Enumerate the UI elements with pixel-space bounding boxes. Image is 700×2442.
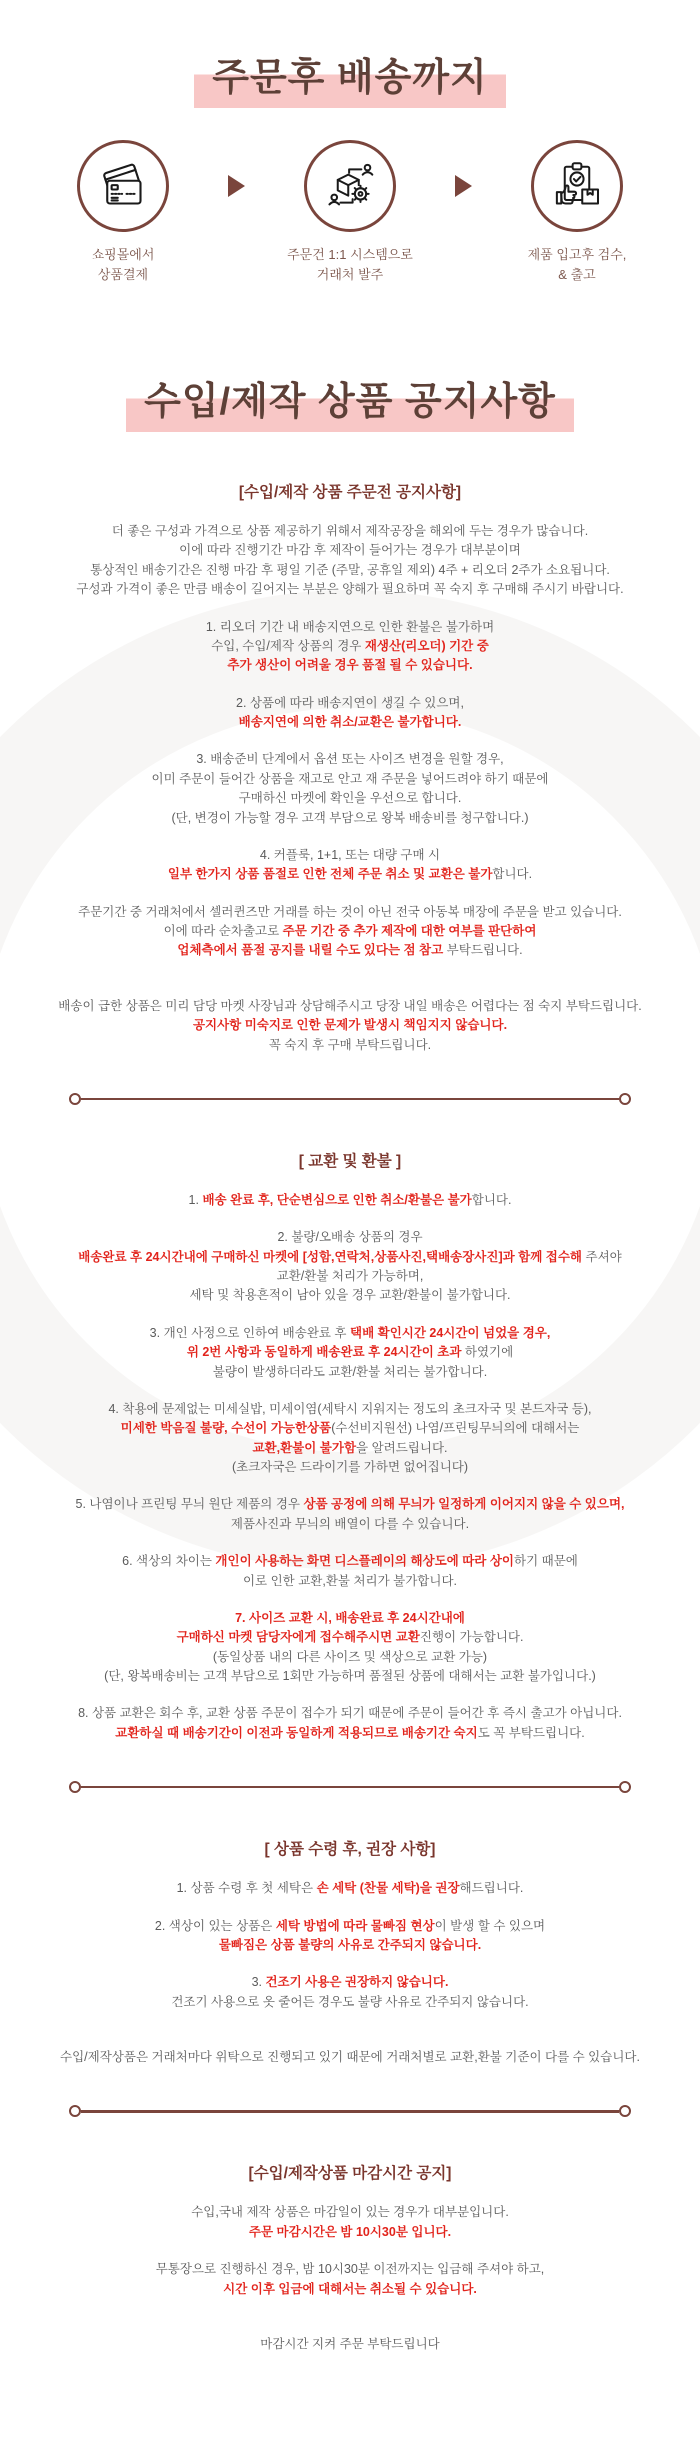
emphasis-text: 택배 확인시간 24시간이 넘었을 경우,: [350, 1325, 551, 1340]
order-system-icon: [322, 158, 378, 214]
emphasis-text: 손 세탁 (찬물 세탁)을 권장: [316, 1881, 460, 1896]
text-run: 부탁드립니다.: [446, 943, 523, 958]
text-run: 5. 나염이나 프린팅 무늬 원단 제품의 경우: [75, 1497, 304, 1512]
notice-paragraph: [12, 2260, 688, 2299]
text-run: (초크자국은 드라이기를 가하면 없어집니다): [231, 1460, 469, 1474]
notice-paragraph: [12, 997, 688, 1055]
text-run: 더 좋은 구성과 가격으로 상품 제공하기 위해서 제작공장을 해외에 두는 경우가 많습니다.: [111, 524, 589, 538]
text-run: 교환/환불 처리가 가능하며,: [276, 1269, 424, 1283]
step-circle: [77, 140, 169, 232]
divider-line: [81, 2110, 619, 2113]
step-circle: [304, 140, 396, 232]
text-run: 2. 상품에 따라 배송지연이 생길 수 있으며,: [236, 695, 464, 710]
text-run: 이 발생 할 수 있으며: [434, 1918, 546, 1933]
section-header: [수입/제작상품 마감시간 공지]: [248, 2165, 452, 2183]
notice-section: [0, 2161, 700, 2354]
text-run: 1.: [188, 1192, 203, 1207]
arrow-right-icon: [455, 175, 472, 197]
section-divider: [69, 1781, 631, 1793]
step-order-system: [271, 140, 429, 284]
divider-ring: [69, 2105, 81, 2117]
text-run: 구성과 가격이 좋은 만큼 배송이 길어지는 부분은 양해가 필요하며 꼭 숙지 후 구매해 주시기 바랍니다.: [76, 582, 624, 597]
order-process-steps: [0, 140, 700, 284]
emphasis-text: 추가 생산이 어려울 경우 품절 될 수 있습니다.: [227, 658, 473, 673]
notice-section: [0, 480, 700, 1055]
section-divider: [69, 2105, 631, 2117]
notice-section: [0, 1149, 700, 1743]
divider-ring: [619, 1093, 631, 1105]
notice-paragraph: [12, 1704, 688, 1743]
notice-paragraph: [12, 694, 688, 733]
process-title-highlight: 주문후 배송까지: [194, 46, 506, 108]
section-header: [ 상품 수령 후, 권장 사항]: [264, 1841, 436, 1859]
text-run: 3. 개인 사정으로 인하여 배송완료 후: [149, 1325, 350, 1340]
notice-title-highlight: 수입/제작 상품 공지사항: [126, 370, 574, 432]
step-label-line: 제품 입고후 검수,: [527, 247, 627, 262]
emphasis-text: 교환,환불이 불가함: [252, 1440, 357, 1455]
notice-paragraph: [12, 1191, 688, 1210]
notice-paragraph: [12, 618, 688, 676]
inspection-shipping-icon: [549, 158, 605, 214]
step-label: [528, 245, 627, 284]
step-label: [92, 245, 155, 284]
text-run: 꼭 숙지 후 구매 부탁드립니다.: [268, 1037, 432, 1052]
notice-title-wrap: [0, 370, 700, 432]
notice-paragraph: [12, 846, 688, 885]
emphasis-text: 일부 한가지 상품 품절로 인한 전체 주문 취소 및 교환은 불가: [167, 867, 493, 882]
step-label: [287, 245, 413, 284]
text-run: 3.: [251, 1975, 266, 1990]
text-run: 3. 배송준비 단계에서 옵션 또는 사이즈 변경을 원할 경우,: [196, 752, 504, 767]
notice-paragraph: [12, 522, 688, 600]
text-run: 이미 주문이 들어간 상품을 재고로 안고 재 주문을 넣어드려야 하기 때문에: [151, 771, 549, 786]
notice-paragraph: [12, 1879, 688, 1898]
emphasis-text: 7. 사이즈 교환 시, 배송완료 후 24시간내에: [235, 1610, 465, 1625]
text-run: 4. 커플룩, 1+1, 또는 대량 구매 시: [259, 847, 441, 862]
notice-paragraph: [12, 1552, 688, 1591]
text-run: 하기 때문에: [514, 1554, 578, 1569]
text-run: 1. 리오더 기간 내 배송지연으로 인한 환불은 불가하며: [205, 619, 495, 634]
text-run: 수입/제작상품은 거래처마다 위탁으로 진행되고 있기 때문에 거래처별로 교환,환불 기준이 다를 수 있습니다.: [60, 2050, 640, 2064]
emphasis-text: 물빠짐은 상품 불량의 사유로 간주되지 않습니다.: [218, 1937, 482, 1952]
divider-ring: [69, 1781, 81, 1793]
notice-paragraph: [12, 1228, 688, 1306]
text-run: (수선비지원선) 나염/프린팅무늬의에 대해서는: [331, 1421, 580, 1436]
emphasis-text: 위 2번 사항과 동일하게 배송완료 후 24시간이 초과: [186, 1345, 462, 1360]
text-run: (동일상품 내의 다른 사이즈 및 색상으로 교환 가능): [212, 1649, 488, 1664]
notice-paragraph: [12, 1324, 688, 1382]
emphasis-text: 배송완료 후 24시간내에 구매하신 마켓에 [성함,연락처,상품사진,택배송장사진]과 함께 접수해: [78, 1249, 583, 1264]
text-run: 진행이 가능합니다.: [419, 1630, 524, 1645]
notice-paragraph: [12, 1973, 688, 2012]
text-run: 불량이 발생하더라도 교환/환불 처리는 불가합니다.: [212, 1364, 488, 1379]
emphasis-text: 교환하실 때 배송기간이 이전과 동일하게 적용되므로 배송기간 숙지: [115, 1725, 478, 1740]
emphasis-text: 건조기 사용은 권장하지 않습니다.: [265, 1975, 449, 1990]
text-run: 6. 색상의 차이는: [122, 1554, 216, 1569]
notice-paragraph: [12, 750, 688, 828]
step-payment: [44, 140, 202, 284]
page-content: [0, 46, 700, 2354]
notice-title: [0, 370, 700, 432]
text-run: 구매하신 마켓에 확인을 우선으로 합니다.: [238, 791, 462, 806]
text-run: 이에 따라 순차출고로: [163, 924, 283, 938]
text-run: 배송이 급한 상품은 미리 담당 마켓 사장님과 상담해주시고 당장 내일 배송은 어렵다는 점 숙지 부탁드립니다.: [58, 998, 642, 1013]
emphasis-text: 세탁 방법에 따라 물빠짐 현상: [275, 1918, 435, 1933]
emphasis-text: 개인이 사용하는 화면 디스플레이의 해상도에 따라 상이: [215, 1554, 514, 1569]
emphasis-text: 재생산(리오더) 기간 중: [364, 638, 489, 653]
notice-paragraph: [12, 1917, 688, 1956]
emphasis-text: 상품 공정에 의해 무늬가 일정하게 이어지지 않을 수 있으며,: [303, 1497, 625, 1512]
step-inspection: [498, 140, 656, 284]
arrow-right-icon: [228, 175, 245, 197]
text-run: 도 꼭 부탁드립니다.: [477, 1725, 585, 1740]
step-label-line: 주문건 1:1 시스템으로: [287, 247, 413, 262]
notice-section: [0, 1837, 700, 2067]
notice-sections: [0, 480, 700, 2354]
text-run: (단, 변경이 가능할 경우 고객 부담으로 왕복 배송비를 청구합니다.): [171, 810, 529, 825]
text-run: 주문기간 중 거래처에서 셀러퀸즈만 거래를 하는 것이 아닌 전국 아동복 매장에 주문을 받고 있습니다.: [78, 904, 622, 919]
credit-card-payment-icon: [95, 158, 151, 214]
notice-paragraph: [12, 2335, 688, 2354]
notice-paragraph: [12, 1400, 688, 1478]
text-run: 합니다.: [492, 867, 533, 882]
text-run: 통상적인 배송기간은 진행 마감 후 평일 기준 (주말, 공휴일 제외) 4주 + 리오더 2주가 소요됩니다.: [90, 562, 610, 577]
divider-ring: [619, 1781, 631, 1793]
step-label-line: 쇼핑몰에서: [91, 247, 155, 262]
step-label-line: & 출고: [558, 266, 596, 282]
notice-paragraph: [12, 903, 688, 961]
notice-paragraph: [12, 1495, 688, 1534]
emphasis-text: 배송지연에 의한 취소/교환은 불가합니다.: [238, 715, 462, 729]
emphasis-text: 주문 기간 중 추가 제작에 대한 여부를 판단하여: [282, 924, 537, 938]
text-run: 이로 인한 교환,환불 처리가 불가합니다.: [242, 1573, 458, 1588]
divider-ring: [69, 1093, 81, 1105]
text-run: 합니다.: [471, 1192, 512, 1207]
divider-line: [81, 1786, 619, 1789]
emphasis-text: 주문 마감시간은 밤 10시30분 입니다.: [248, 2224, 452, 2239]
section-divider: [69, 1093, 631, 1105]
emphasis-text: 시간 이후 입금에 대해서는 취소될 수 있습니다.: [223, 2281, 477, 2296]
section-header: [수입/제작 상품 주문전 공지사항]: [238, 484, 462, 501]
text-run: 해드립니다.: [459, 1881, 524, 1896]
text-run: 2. 불량/오배송 상품의 경우: [277, 1230, 423, 1245]
text-run: (단, 왕복배송비는 고객 부담으로 1회만 가능하며 품절된 상품에 대해서는 교환 불가입니다.): [104, 1669, 596, 1683]
text-run: 을 알려드립니다.: [356, 1440, 448, 1455]
text-run: 건조기 사용으로 옷 줄어든 경우도 불량 사유로 간주되지 않습니다.: [171, 1994, 529, 2009]
text-run: 수입,국내 제작 상품은 마감일이 있는 경우가 대부분입니다.: [191, 2205, 509, 2220]
emphasis-text: 구매하신 마켓 담당자에게 접수해주시면 교환: [176, 1630, 420, 1645]
text-run: 1. 상품 수령 후 첫 세탁은: [176, 1881, 317, 1896]
process-title: [0, 46, 700, 108]
text-run: 이에 따라 진행기간 마감 후 제작이 들어가는 경우가 대부분이며: [179, 543, 521, 558]
divider-line: [81, 1098, 619, 1101]
text-run: 마감시간 지켜 주문 부탁드립니다: [260, 2336, 440, 2351]
emphasis-text: 업체측에서 품절 공지를 내릴 수도 있다는 점 참고: [177, 943, 447, 958]
text-run: 세탁 및 착용흔적이 남아 있을 경우 교환/환불이 불가합니다.: [189, 1288, 511, 1303]
step-label-line: 거래처 발주: [316, 266, 384, 282]
text-run: 8. 상품 교환은 회수 후, 교환 상품 주문이 접수가 되기 때문에 주문이 들어간 후 즉시 출고가 아닙니다.: [78, 1706, 622, 1721]
text-run: 수입, 수입/제작 상품의 경우: [211, 638, 365, 653]
section-header: [ 교환 및 환불 ]: [298, 1152, 402, 1170]
notice-paragraph: [12, 2203, 688, 2242]
text-run: 제품사진과 무늬의 배열이 다를 수 있습니다.: [230, 1516, 470, 1531]
text-run: 무통장으로 진행하신 경우, 밤 10시30분 이전까지는 입금해 주셔야 하고,: [155, 2262, 545, 2277]
text-run: 하였기에: [461, 1345, 514, 1360]
text-run: 4. 착용에 문제없는 미세실밥, 미세이염(세탁시 지워지는 정도의 초크자국 및 본드자국 등),: [108, 1401, 592, 1416]
emphasis-text: 배송 완료 후, 단순변심으로 인한 취소/환불은 불가: [202, 1192, 472, 1207]
step-circle: [531, 140, 623, 232]
emphasis-text: 공지사항 미숙지로 인한 문제가 발생시 책임지지 않습니다.: [192, 1018, 508, 1033]
emphasis-text: 미세한 박음질 불량, 수선이 가능한상품: [120, 1421, 332, 1436]
notice-paragraph: [12, 1609, 688, 1687]
divider-ring: [619, 2105, 631, 2117]
notice-paragraph: [12, 2048, 688, 2067]
text-run: 2. 색상이 있는 상품은: [154, 1918, 276, 1933]
step-label-line: 상품결제: [97, 266, 149, 282]
text-run: 주셔야: [582, 1249, 622, 1264]
